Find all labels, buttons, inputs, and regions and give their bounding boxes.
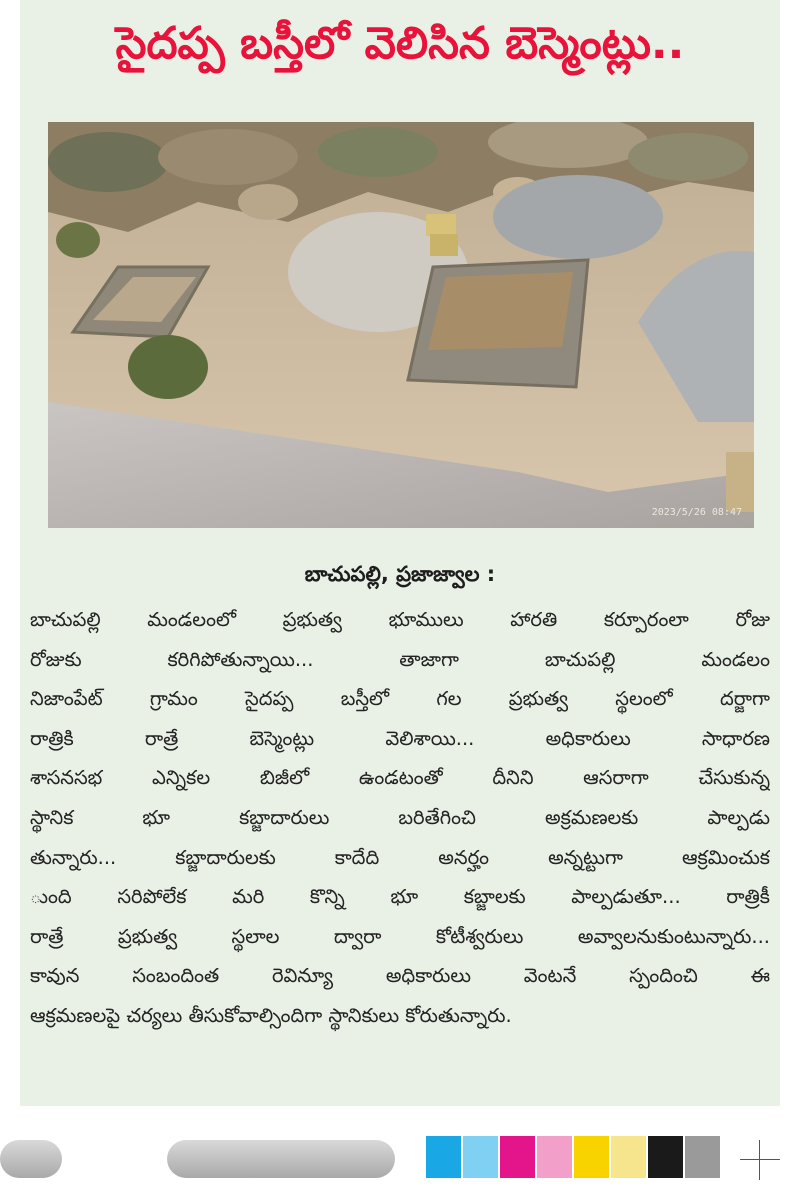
body-line: నిజాంపేట్ గ్రామం సైదప్ప బస్తీలో గల ప్రభుత్వ స్థలంలో దర్జాగా (30, 687, 770, 711)
news-article (20, 0, 780, 1106)
print-color-bar (0, 1136, 811, 1182)
color-swatch (574, 1136, 609, 1178)
body-line: రాత్రే ప్రభుత్వ స్థలాల ద్వారా కోటీశ్వరులు అవ్వాలనుకుంటున్నారు... (30, 924, 770, 948)
gray-pill-center (167, 1140, 395, 1178)
color-swatch (537, 1136, 572, 1178)
body-line: రాత్రికి రాత్రే బెస్మెంట్లు వెలిశాయి... అధికారులు సాధారణ (30, 726, 770, 750)
gray-pill-left (0, 1140, 62, 1178)
color-swatch (463, 1136, 498, 1178)
color-swatch (426, 1136, 461, 1178)
photo-timestamp: 2023/5/26 08:47 (651, 507, 742, 518)
body-line: రోజుకు కరిగిపోతున్నాయి... తాజాగా బాచుపల్లి మండలం (30, 647, 770, 671)
body-line: కావున సంబందింత రెవిన్యూ అధికారులు వెంటనే స్పందించి ఈ (30, 964, 770, 988)
body-line: శాసనసభ ఎన్నికల బిజీలో ఉండటంతో దీనిని ఆసరాగా చేసుకున్న (30, 766, 770, 790)
construction-site-image (48, 122, 754, 528)
body-line: తున్నారు... కబ్జాదారులకు కాదేది అనర్హం అన్నట్టుగా ఆక్రమించుక (30, 845, 770, 869)
headline: సైదప్ప బస్తీలో వెలిసిన బెస్మెంట్లు.. (115, 18, 685, 69)
color-swatch (648, 1136, 683, 1178)
dateline: బాచుపల్లి, ప్రజాజ్వాల : (304, 562, 496, 586)
crosshair-icon (740, 1140, 780, 1180)
body-line: ుంది సరిపోలేక మరి కొన్ని భూ కబ్జాలకు పాల్పడుతూ... రాత్రికీ (30, 885, 770, 909)
color-swatch (611, 1136, 646, 1178)
article-body (30, 600, 770, 1036)
news-photo (48, 122, 754, 528)
body-line: బాచుపల్లి మండలంలో ప్రభుత్వ భూములు హారతి కర్పూరంలా రోజు (30, 608, 770, 631)
color-swatch (685, 1136, 720, 1178)
body-line: స్థానిక భూ కబ్జాదారులు బరితేగించి అక్రమణలకు పాల్పడు (30, 805, 770, 829)
color-swatch (500, 1136, 535, 1178)
body-line: ఆక్రమణలపై చర్యలు తీసుకోవాల్సిందిగా స్థానికులు కోరుతున్నారు. (30, 1003, 512, 1027)
